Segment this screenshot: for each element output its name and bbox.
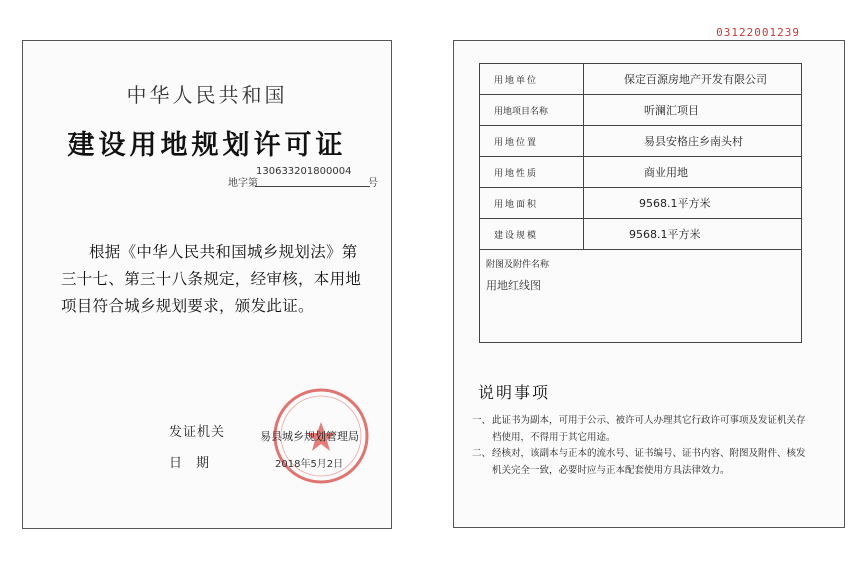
note-item <box>472 413 812 446</box>
note-item <box>472 446 812 479</box>
certificate-title: 建设用地规划许可证 <box>67 130 347 161</box>
row-label: 用地性质 <box>480 157 584 188</box>
note-index: 二、 <box>472 448 492 459</box>
note-text: 此证书为副本，可用于公示、被许可人办理其它行政许可事项及发证机关存档使用，不得用于其它用途。 <box>492 415 806 443</box>
number-underline <box>255 186 370 187</box>
attachment-label: 附图及附件名称 <box>486 260 550 270</box>
row-value: 9568.1平方米 <box>584 219 802 250</box>
body-line-3: 项目符合城乡规划要求，颁发此证。 <box>61 297 314 315</box>
number-suffix: 号 <box>368 178 378 189</box>
table-row <box>480 188 802 219</box>
body-line-2: 三十七、第三十八条规定，经审核，本用地 <box>61 270 362 288</box>
notes-title: 说明事项 <box>478 383 551 402</box>
row-label: 用地面积 <box>480 188 584 219</box>
body-line-1: 根据《中华人民共和国城乡规划法》第 <box>89 243 358 261</box>
issuer-label: 发证机关 <box>169 425 226 440</box>
row-label: 用地位置 <box>480 126 584 157</box>
attachment-box <box>479 249 802 343</box>
note-index: 一、 <box>472 415 492 426</box>
table-row <box>480 126 802 157</box>
row-value: 9568.1平方米 <box>584 188 802 219</box>
certificate-front-page <box>22 40 392 529</box>
table-row <box>480 95 802 126</box>
row-value: 听澜汇项目 <box>584 95 802 126</box>
note-text: 经核对，该副本与正本的流水号、证书编号、证书内容、附图及附件、核发机关完全一致，必要时应与正本配套使用方具法律效力。 <box>492 448 806 476</box>
certificate-body <box>61 239 377 320</box>
country-title: 中华人民共和国 <box>126 83 288 107</box>
number-prefix: 地字第 <box>228 178 258 189</box>
table-row <box>480 219 802 250</box>
table-row <box>480 64 802 95</box>
date-value: 2018年5月2日 <box>275 459 344 470</box>
date-label: 日期 <box>169 456 224 471</box>
row-value: 易县安格庄乡南头村 <box>584 126 802 157</box>
row-value: 保定百源房地产开发有限公司 <box>584 64 802 95</box>
row-label: 建设规模 <box>480 219 584 250</box>
table-row <box>480 157 802 188</box>
serial-number: 03122001239 <box>716 26 800 39</box>
row-label: 用地项目名称 <box>480 95 584 126</box>
row-value: 商业用地 <box>584 157 802 188</box>
issuer-value: 易县城乡规划管理局 <box>260 430 359 443</box>
certificate-details-page <box>453 40 845 528</box>
land-info-table <box>479 63 802 250</box>
attachment-value: 用地红线图 <box>486 279 541 292</box>
row-label: 用地单位 <box>480 64 584 95</box>
number-value: 130633201800004 <box>256 166 352 177</box>
notes-list <box>472 413 812 479</box>
